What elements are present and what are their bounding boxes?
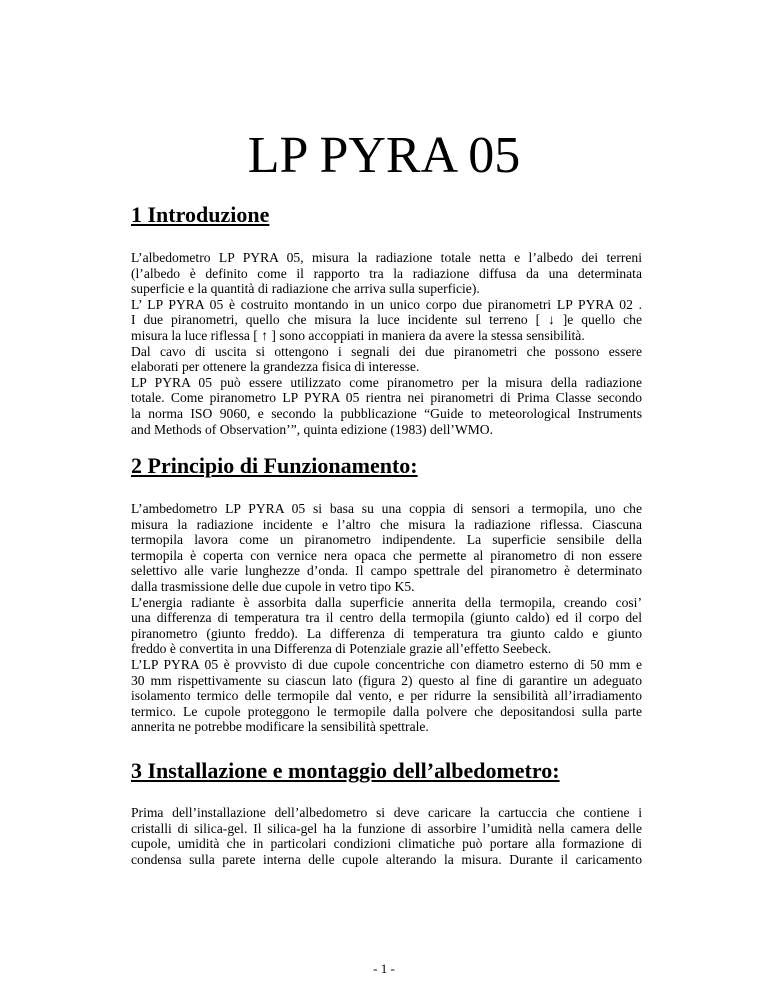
text-line: Dal cavo di uscita si ottengono i segnali dei due piranometri che possono essere (131, 343, 642, 359)
text-line: elaborati per ottenere la grandezza fisica di interesse. (131, 359, 420, 375)
text-line: L’ LP PYRA 05 è costruito montando in un unico corpo due piranometri LP PYRA 02 . (131, 296, 642, 312)
text-line: misura la luce riflessa [ ↑ ] sono accoppiati in maniera da avere la stessa sensibilità. (131, 327, 585, 343)
text-line: una differenza di temperatura tra il centro della termopila (giunto caldo) ed il corpo del (131, 610, 642, 626)
text-line: L’LP PYRA 05 è provvisto di due cupole concentriche con diametro esterno di 50 mm e (131, 656, 642, 672)
text-line: termopila è coperta con vernice nera opaca che permette al piranometro di non essere (131, 547, 642, 563)
text-line: selettivo alle varie lunghezze d’onda. Il campo spettrale del piranometro è determinato (131, 563, 642, 579)
page-number: - 1 - (373, 961, 395, 976)
text-line: isolamento termico delle termopile dal vento, e per ridurre la sensibilità all’irradiamento (131, 688, 642, 704)
text-line: and Methods of Observation’”, quinta edizione (1983) dell’WMO. (131, 421, 494, 437)
section-heading-principio: 2 Principio di Funzionamento: (131, 453, 418, 478)
text-line: L’albedometro LP PYRA 05, misura la radiazione totale netta e l’albedo dei terreni (131, 250, 642, 265)
text-line: LP PYRA 05 può essere utilizzato come piranometro per la misura della radiazione (131, 374, 642, 390)
text-line: la norma ISO 9060, e secondo la pubblicazione “Guide to meteorological Instruments (131, 405, 642, 421)
section-heading-introduzione: 1 Introduzione (131, 202, 270, 227)
text-line: cristalli di silica-gel. Il silica-gel ha la funzione di assorbire l’umidità nella camera delle (131, 820, 642, 836)
text-line: annerita ne potrebbe modificare la sensibilità spettrale. (131, 719, 429, 735)
section-body-principio (131, 501, 642, 735)
text-line: 30 mm rispettivamente su ciascun lato (figura 2) questo al fine di garantire un adeguato (131, 672, 642, 688)
text-line: condensa sulla parete interna delle cupole alterando la misura. Durante il caricamento (131, 851, 642, 867)
text-line: dalla trasmissione delle due cupole in vetro tipo K5. (131, 578, 415, 594)
text-line: termico. Le cupole proteggono le termopile dalla polvere che depositandosi sulla parte (131, 703, 642, 719)
text-line: piranometro (giunto freddo). La differenza di temperatura tra giunto caldo e giunto (131, 625, 642, 641)
text-line: termopila lavora come un piranometro indipendente. La superficie sensibile della (131, 532, 642, 548)
text-line: L’ambedometro LP PYRA 05 si basa su una coppia di sensori a termopila, uno che (131, 501, 642, 516)
text-line: Prima dell’installazione dell’albedometro si deve caricare la cartuccia che contiene i (131, 805, 642, 820)
text-line: misura la radiazione incidente e l’altro che misura la radiazione riflessa. Ciascuna (131, 516, 642, 532)
text-line: L’energia radiante è assorbita dalla superficie annerita della termopila, creando cosi’ (131, 594, 642, 610)
section-body-installazione (131, 805, 642, 867)
text-line: superficie e la quantità di radiazione che arriva sulla superficie). (131, 281, 480, 297)
section-body-introduzione (131, 250, 642, 437)
text-line: cupole, umidità che in particolari condizioni climatiche può portare alla formazione di (131, 836, 642, 852)
text-line: freddo è convertita in una Differenza di Potenziale grazie all’effetto Seebeck. (131, 641, 552, 657)
text-line: totale. Come piranometro LP PYRA 05 rientra nei piranometri di Prima Classe secondo (131, 390, 642, 406)
section-heading-installazione: 3 Installazione e montaggio dell’albedometro: (131, 758, 560, 783)
text-line: (l’albedo è definito come il rapporto tra la radiazione diffusa da una determinata (131, 265, 642, 281)
document-title: LP PYRA 05 (247, 127, 521, 184)
text-line: I due piranometri, quello che misura la luce incidente sul terreno [ ↓ ]e quello che (131, 312, 642, 328)
